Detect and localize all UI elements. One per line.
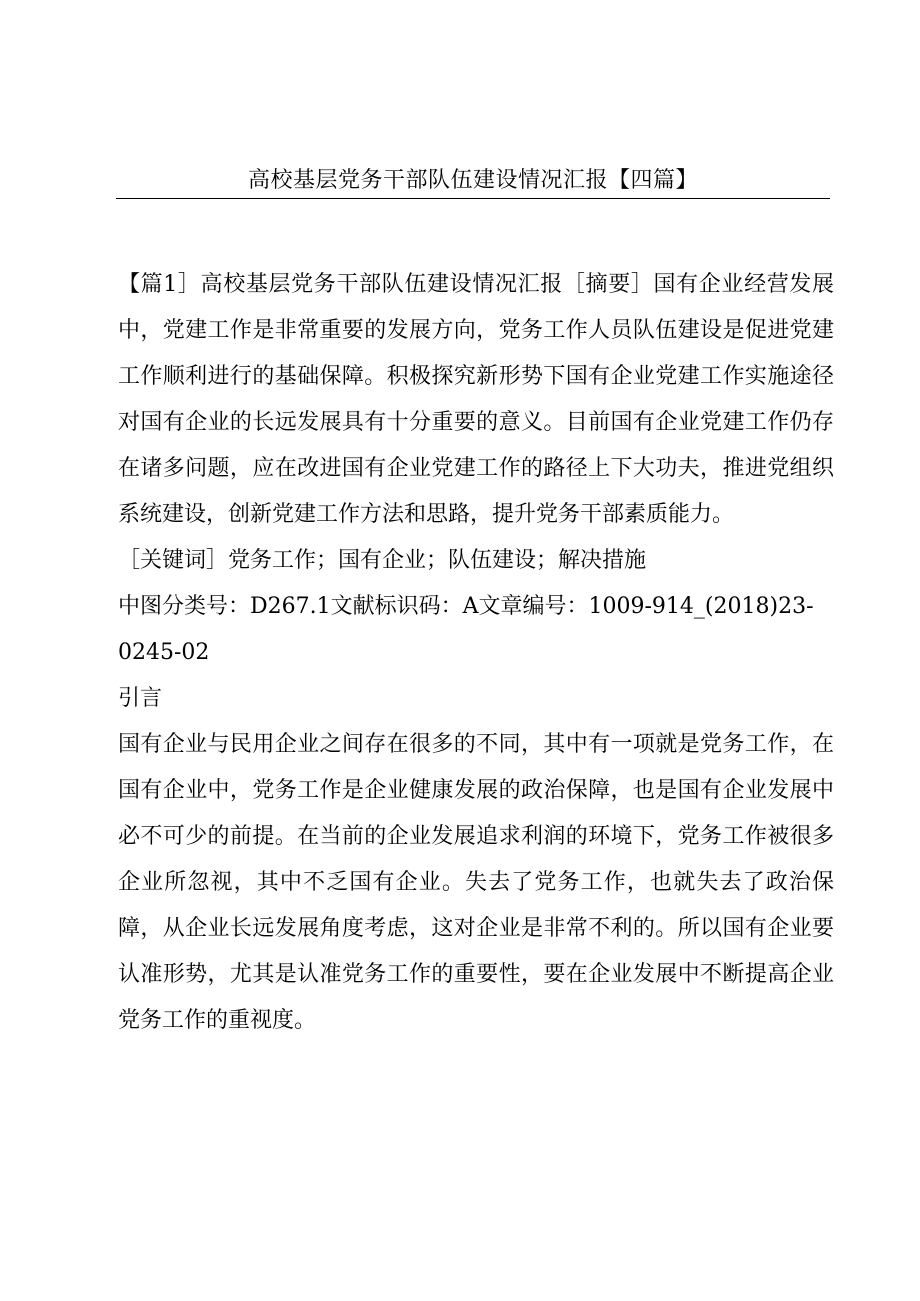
title-block [116,166,830,199]
keywords-line: ［关键词］党务工作；国有企业；队伍建设；解决措施 [118,548,647,573]
document-body [118,262,834,1044]
intro-paragraph: 国有企业与民用企业之间存在很多的不同，其中有一项就是党务工作，在国有企业中，党务工作是企业健康发展的政治保障，也是国有企业发展中必不可少的前提。在当前的企业发展追求利润的环境下，党务工作被很多企业所忽视，其中不乏国有企业。失去了党务工作，也就失去了政治保障，从企业长远发展角度考虑，这对企业是非常不利的。所以国有企业要认准形势，尤其是认准党务工作的重要性，要在企业发展中不断提高企业党务工作的重视度。 [118,732,834,1033]
intro-heading: 引言 [118,686,163,711]
abstract-paragraph: 【篇1］高校基层党务干部队伍建设情况汇报［摘要］国有企业经营发展中，党建工作是非常重要的发展方向，党务工作人员队伍建设是促进党建工作顺利进行的基础保障。积极探究新形势下国有企业党建工作实施途径对国有企业的长远发展具有十分重要的意义。目前国有企业党建工作仍存在诸多问题，应在改进国有企业党建工作的路径上下大功夫，推进党组织系统建设，创新党建工作方法和思路，提升党务干部素质能力。 [118,272,834,527]
document-title: 高校基层党务干部队伍建设情况汇报【四篇】 [247,168,698,193]
classification-line: 中图分类号：D267.1文献标识码：A文章编号：1009-914_(2018)23-0245-02 [118,594,814,665]
